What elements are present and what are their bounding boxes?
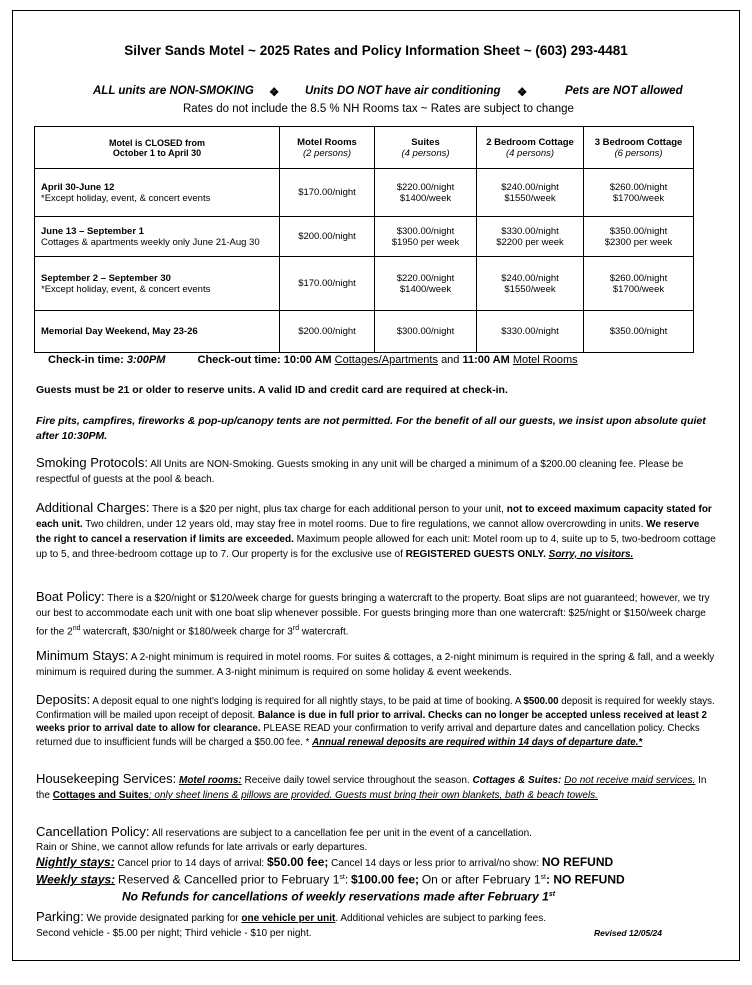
table-row: April 30-June 12 *Except holiday, event, & concert events $170.00/night $220.00/night $1400/week $240.00/night $1550/week $260.00/night $1700/week [35,169,694,217]
tax-notice: Rates do not include the 8.5 % NH Rooms tax ~ Rates are subject to change [183,103,574,115]
page-title: Silver Sands Motel ~ 2025 Rates and Policy Information Sheet ~ (603) 293-4481 [124,43,628,58]
column-header-motel: Motel Rooms (2 persons) [280,127,375,169]
additional-charges-section: Additional Charges: There is a $20 per night, plus tax charge for each additional person to your unit, not to exceed maximum capacity stated for each unit. Two children, under 12 years old, may stay free in motel rooms. Due to fire regulations, we cannot allow overcrowding in units. We reserve the right to cancel a reservation if limits are exceeded. Maximum people allowed for each unit: Motel room up to 4, suite up to 5, two-bedroom cottage up to 5, and three-bedroom cottage up to 7. Our property is for the exclusive use of REGISTERED GUESTS ONLY. Sorry, no visitors. [36,500,716,560]
housekeeping-section: Housekeeping Services: Motel rooms: Receive daily towel service throughout the season. Cottages & Suites: Do not receive maid services. In the Cottages and Suites; only sheet linens & pillows are provided. Guests must bring their own blankets, bath & beach towels. [36,771,707,801]
column-header-3br: 3 Bedroom Cottage (6 persons) [584,127,694,169]
diamond-icon: ❖ [269,87,280,99]
section-heading: Cancellation Policy: [36,824,150,839]
section-heading: Smoking Protocols: [36,455,148,470]
deposits-section: Deposits: A deposit equal to one night's lodging is required for all nightly stays, to be paid at time of booking. A $500.00 deposit is required for weekly stays. Confirmation will be mailed upon receipt of deposit. Balance is due in full prior to arrival. Checks can no longer be accepted unless received at least 2 weeks prior to arrival date to allow for clearance. PLEASE READ your confirmation to verify arrival and departure dates and cancellation policy. Checks returned due to insufficient funds will be charged a $50.00 fee. * Annual renewal deposits are required within 14 days of departure date.* [36,692,715,748]
section-heading: Additional Charges: [36,500,150,515]
column-header-suites: Suites (4 persons) [375,127,477,169]
minimum-stays-section: Minimum Stays: A 2-night minimum is required in motel rooms. For suites & cottages, a 2-night minimum is required in the spring & fall, and a weekly minimum is required during the summer. A 3-night minimum is required on some holiday & event weekends. [36,648,715,678]
section-heading: Minimum Stays: [36,648,129,663]
revised-date: Revised 12/05/24 [593,928,662,938]
closed-notice-cell: Motel is CLOSED from October 1 to April 30 [35,127,280,169]
rates-table [34,126,694,353]
table-row: June 13 – September 1 Cottages & apartments weekly only June 21-Aug 30 $200.00/night $300.00/night $1950 per week $330.00/night $2200 per week $350.00/night $2300 per week [35,217,694,257]
rate-sheet [12,10,740,961]
section-heading: Housekeeping Services: [36,771,177,786]
checkin-times: Check-in time: 3:00PM Check-out time: 10:00 AM Cottages/Apartments and 11:00 AM Motel Rooms [48,354,578,366]
table-row: September 2 – September 30 *Except holiday, event, & concert events $170.00/night $220.00/night $1400/week $240.00/night $1550/week $260.00/night $1700/week [35,257,694,311]
smoking-section: Smoking Protocols: All Units are NON-Smoking. Guests smoking in any unit will be charged a minimum of a $200.00 cleaning fee. Please be respectful of guests at the pool & beach. [36,455,684,485]
section-heading: Boat Policy: [36,589,105,604]
cancellation-section: Cancellation Policy: All reservations are subject to a cancellation fee per unit in the event of a cancellation. Rain or Shine, we cannot allow refunds for late arrivals or early departures. Nightly stays: Cancel prior to 14 days of arrival: $50.00 fee; Cancel 14 days or less prior to arrival/no show: NO REFUND Weekly stays: Reserved & Cancelled prior to February 1st: $100.00 fee; On or after February 1st: NO REFUND No Refunds for cancellations of weekly reservations made after February 1st [36,824,625,904]
section-heading: Parking: [36,909,84,924]
diamond-icon: ❖ [517,87,528,99]
boat-policy-section: Boat Policy: There is a $20/night or $120/week charge for guests bringing a watercraft to the property. Boat slips are not guaranteed; however, we try our best to accommodate each unit with one boat slip whenever possible. For guests bringing more than one watercraft: $25/night or $150/week charge for the 2nd watercraft, $30/night or $180/week charge for 3rd watercraft. [36,589,710,638]
age-policy: Guests must be 21 or older to reserve units. A valid ID and credit card are required at check-in. [36,384,508,396]
no-pets-notice: Pets are NOT allowed [565,85,683,97]
non-smoking-notice: ALL units are NON-SMOKING [93,85,254,97]
no-ac-notice: Units DO NOT have air conditioning [305,85,501,97]
fire-policy: Fire pits, campfires, fireworks & pop-up/canopy tents are not permitted. For the benefit of all our guests, we insist upon absolute quiet after 10:30PM. [36,415,706,442]
table-row: Memorial Day Weekend, May 23-26 $200.00/night $300.00/night $330.00/night $350.00/night [35,311,694,353]
section-heading: Deposits: [36,692,91,707]
parking-section: Parking: We provide designated parking for one vehicle per unit. Additional vehicles are subject to parking fees. Second vehicle - $5.00 per night; Third vehicle - $10 per night. Revised 12/05/24 [36,909,662,939]
column-header-2br: 2 Bedroom Cottage (4 persons) [477,127,584,169]
